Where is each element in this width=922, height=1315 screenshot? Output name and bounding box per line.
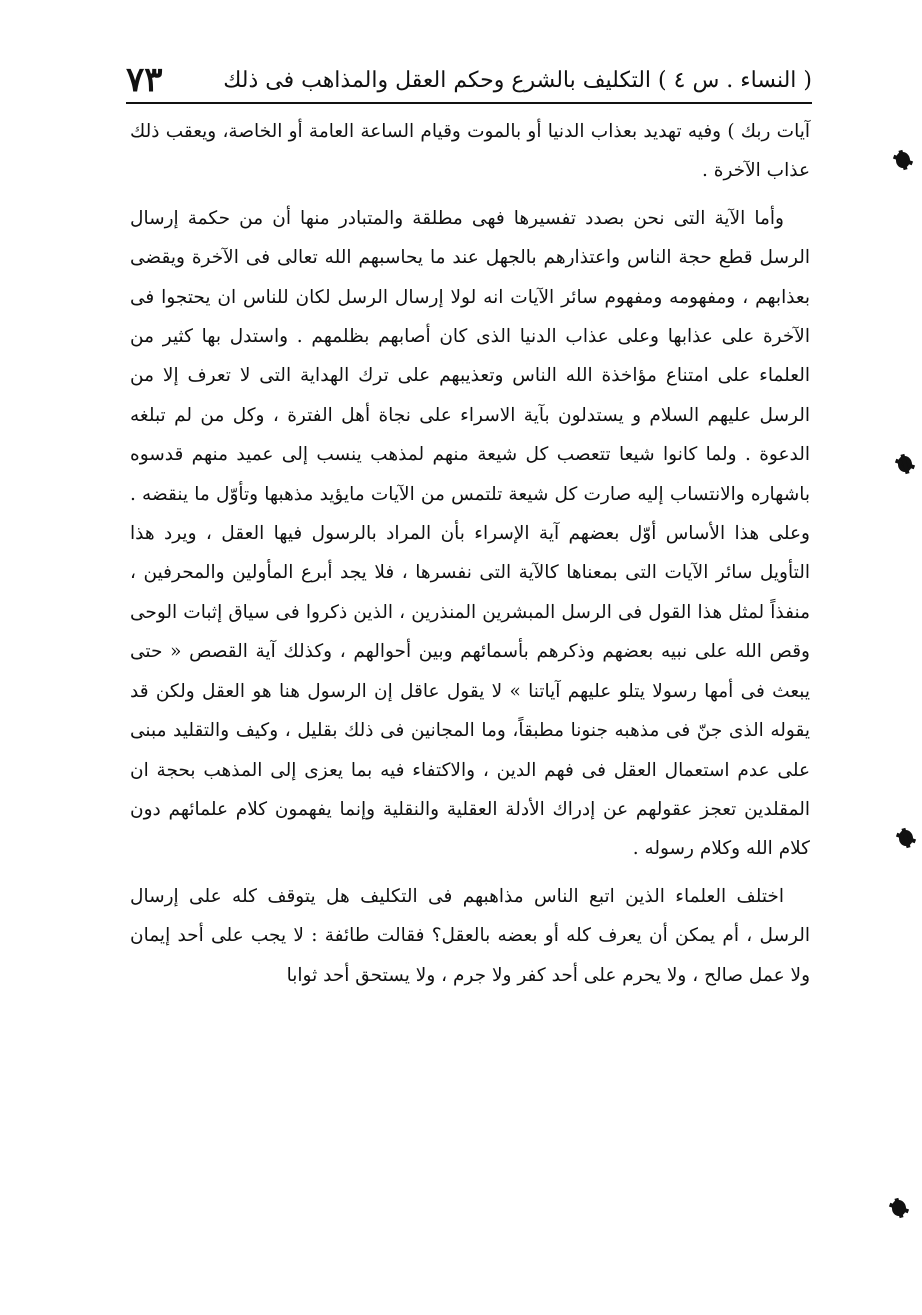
paragraph: آيات ربك ) وفيه تهديد بعذاب الدنيا أو بالموت وقيام الساعة العامة أو الخاصة، ويعقب ذلك عذاب الآخرة . bbox=[130, 121, 810, 182]
ink-blot-icon bbox=[899, 830, 913, 846]
body-text bbox=[130, 112, 810, 995]
ink-blot-icon bbox=[892, 1200, 906, 1216]
page-header bbox=[126, 58, 812, 104]
running-title: ( النساء . س ٤ ) التكليف بالشرع وحكم العقل والمذاهب فى ذلك bbox=[223, 67, 812, 93]
page-number: ٧٣ bbox=[126, 60, 163, 100]
paragraph: اختلف العلماء الذين اتبع الناس مذاهبهم فى التكليف هل يتوقف كله على إرسال الرسل ، أم يمكن أن يعرف كله أو بعضه بالعقل؟ فقالت طائفة : لا يجب على أحد إيمان ولا عمل صالح ، ولا يحرم على أحد كفر ولا جرم ، ولا يستحق أحد ثوابا bbox=[130, 885, 810, 986]
paragraph: وأما الآية التى نحن بصدد تفسيرها فهى مطلقة والمتبادر منها أن من حكمة إرسال الرسل قطع حجة الناس واعتذارهم بالجهل عند ما يحاسبهم الله تعالى فى الآخرة ويقضى بعذابهم ، ومفهومه ومفهوم سائر الآيات انه لولا إرسال الرسل لكان للناس ان يحتجوا فى الآخرة على عذابها وعلى عذاب الدنيا الذى كان أصابهم بظلمهم . واستدل بها كثير من العلماء على امتناع مؤاخذة الله الناس وتعذيبهم على ترك الهداية التى لا تعرف إلا من الرسل عليهم السلام و يستدلون بآية الاسراء على نجاة أهل الفترة ، وكل من لم تبلغه الدعوة . ولما كانوا شيعا تتعصب كل شيعة منهم لمذهب ينسب إلى عميد منهم قدسوه باشهاره والانتساب إليه صارت كل شيعة تلتمس من الآيات مايؤيد مذهبها وتأوّل ما ينقضه . وعلى هذا الأساس أوّل بعضهم آية الإسراء بأن المراد بالرسول فيها العقل ، ويرد هذا التأويل سائر الآيات التى بمعناها كالآية التى نفسرها ، فلا يجد أبرع المأولين والمحرفين ، منفذاً لمثل هذا القول فى الرسل المبشرين المنذرين ، الذين ذكروا فى سياق إثبات الوحى وقص الله على نبيه بعضهم وذكرهم بأسمائهم وبين أحوالهم ، وكذلك آية القصص « حتى يبعث فى أمها رسولا يتلو عليهم آياتنا » لا يقول عاقل إن الرسول هنا هو العقل ولكن قد يقوله الذى جنّ فى مذهبه جنونا مطبقاً، وما المجانين فى ذلك بقليل ، وكيف والتقليد مبنى على عدم استعمال العقل فى فهم الدين ، والاكتفاء فيه بما يعزى إلى المذهب بحجة ان المقلدين تعجز عقولهم عن إدراك الأدلة العقلية والنقلية وإنما يفهمون كلام علمائهم دون كلام الله وكلام رسوله . bbox=[130, 207, 810, 860]
ink-blot-icon bbox=[898, 456, 912, 472]
ink-blot-icon bbox=[896, 152, 910, 168]
